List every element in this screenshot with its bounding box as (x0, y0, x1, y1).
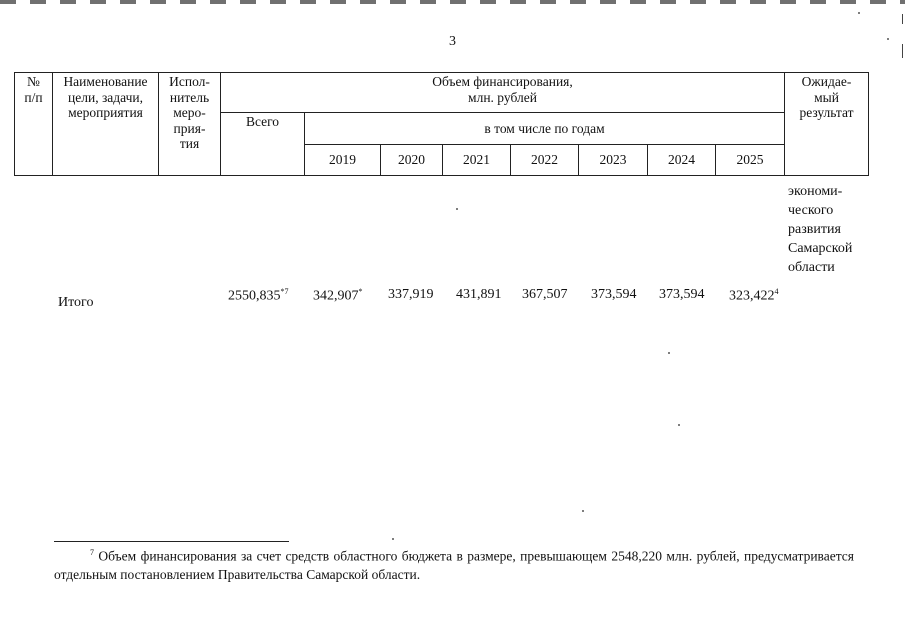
footnote-separator (54, 541, 289, 542)
value-2019: 342,907* (313, 287, 363, 304)
value-2020: 337,919 (388, 287, 434, 302)
page-number: 3 (449, 34, 456, 49)
funding-table-header (14, 72, 869, 176)
year-header: 2025 (716, 145, 785, 176)
scan-speck (858, 12, 860, 14)
year-header: 2020 (381, 145, 443, 176)
scan-speck (456, 208, 458, 210)
col-years-group-header: в том числе по годам (305, 113, 785, 145)
scan-speck (668, 352, 670, 354)
result-continuation: экономи- ческого развития Самарской области (788, 184, 853, 275)
value-2024: 373,594 (659, 287, 705, 302)
scan-speck (582, 510, 584, 512)
value-2022: 367,507 (522, 287, 568, 302)
col-name-header: Наименование цели, задачи, мероприятия (53, 73, 159, 176)
col-executor-header: Испол- нитель меро- прия- тия (159, 73, 221, 176)
footnote-ref: * (358, 287, 363, 296)
footnote-ref: *7 (280, 287, 289, 296)
year-header: 2024 (648, 145, 716, 176)
footnote-text: Объем финансирования за счет средств областного бюджета в размере, превышающем 2548,220 млн. рублей, предусматривается отдельным постановлением Правительства Самарской области. (54, 548, 854, 582)
footnote-mark: 7 (90, 548, 94, 557)
col-total-header: Всего (221, 113, 305, 176)
footnote (54, 544, 854, 584)
value-2021: 431,891 (456, 287, 502, 302)
col-funding-header: Объем финансирования, млн. рублей (221, 73, 785, 113)
total-value: 2550,835$^{*7}$ (228, 287, 289, 304)
scan-mark (902, 14, 903, 24)
scan-top-edge (0, 0, 905, 4)
total-label: Итого (58, 295, 94, 310)
col-num-header: № п/п (15, 73, 53, 176)
footnote-ref: 4 (774, 287, 779, 296)
value-2023: 373,594 (591, 287, 637, 302)
scan-speck (678, 424, 680, 426)
year-header: 2019 (305, 145, 381, 176)
value-2025: 323,422$^4$ (729, 287, 779, 304)
year-header: 2023 (579, 145, 648, 176)
year-header: 2021 (443, 145, 511, 176)
scan-speck (392, 538, 394, 540)
col-result-header: Ожидае- мый результат (785, 73, 869, 176)
year-header: 2022 (511, 145, 579, 176)
